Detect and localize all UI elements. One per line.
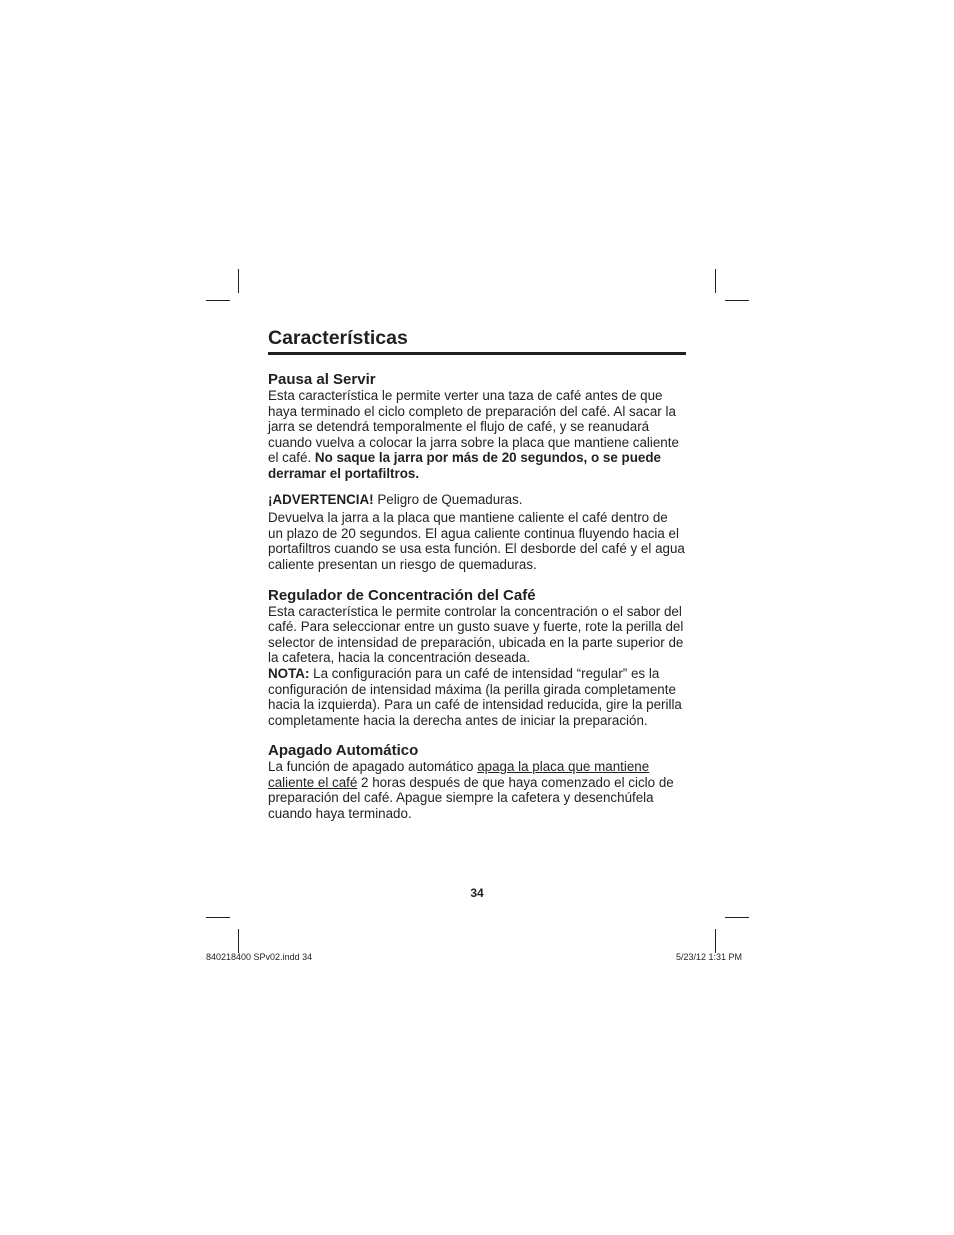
- section-body: [268, 388, 686, 482]
- body-bold-text: No saque la jarra por más de 20 segundos, o se puede derramar el portafiltros.: [268, 450, 661, 481]
- section-body: Esta característica le permite controlar la concentración o el sabor del café. Para seleccionar entre un gusto suave y fuerte, rote la perilla del selector de intensidad de preparación, ubicada en la parte superior de la cafetera, hacia la concentración deseada.: [268, 603, 684, 666]
- file-slug: 840218400 SPv02.indd 34: [206, 952, 313, 962]
- note-paragraph: [268, 666, 686, 728]
- crop-mark: [725, 300, 749, 301]
- section-heading: Apagado Automático: [268, 742, 419, 760]
- underlined-text: apaga la placa que mantiene caliente el café: [268, 759, 650, 790]
- crop-mark: [715, 269, 716, 293]
- page-number: 34: [470, 886, 484, 900]
- warning-body: Devuelva la jarra a la placa que mantiene caliente el café dentro de un plazo de 20 segundos. El agua caliente continua fluyendo hacia el portafiltros cuando se usa esta función. El desborde del café y el agua caliente presentan un riesgo de quemaduras.: [268, 510, 685, 572]
- crop-mark: [715, 929, 716, 953]
- title-rule: [268, 352, 686, 355]
- crop-mark: [206, 917, 230, 918]
- body-text: La función de apagado automático: [268, 759, 478, 775]
- body-text: Esta característica le permite verter una taza de café antes de que haya terminado el ciclo completo de preparación del café. Al sacar la jarra se detendrá temporalmente el flujo de café, y se reanudará cuando vuelva a colocar la jarra sobre la placa que mantiene caliente el café.: [268, 388, 679, 466]
- section-pausa: [268, 371, 686, 573]
- section-body: [268, 759, 686, 821]
- page-title: Características: [268, 327, 408, 349]
- spacer: [268, 482, 686, 492]
- page-content: [268, 326, 686, 836]
- warning-line: [268, 492, 686, 508]
- warning-label: ¡ADVERTENCIA!: [268, 491, 374, 507]
- date-slug: 5/23/12 1:31 PM: [675, 952, 742, 962]
- body-text: 2 horas después de que haya comenzado el ciclo de preparación del café. Apague siempre la cafetera y desenchúfela cuando haya terminado.: [268, 774, 674, 822]
- warning-text: Peligro de Quemaduras.: [373, 491, 523, 507]
- section-regulador: [268, 587, 686, 729]
- section-heading: Pausa al Servir: [268, 371, 376, 388]
- section-apagado: [268, 742, 686, 821]
- note-text: La configuración para un café de intensidad “regular” es la configuración de intensidad máxima (la perilla girada completamente hacia la izquierda). Para un café de intensidad reducida, gire la perilla completamente hacia la derecha antes de iniciar la preparación.: [268, 665, 682, 728]
- crop-mark: [206, 300, 230, 301]
- crop-mark: [725, 917, 749, 918]
- crop-mark: [238, 929, 239, 953]
- note-label: NOTA:: [268, 665, 310, 681]
- section-heading: Regulador de Concentración del Café: [268, 586, 536, 604]
- crop-mark: [238, 269, 239, 293]
